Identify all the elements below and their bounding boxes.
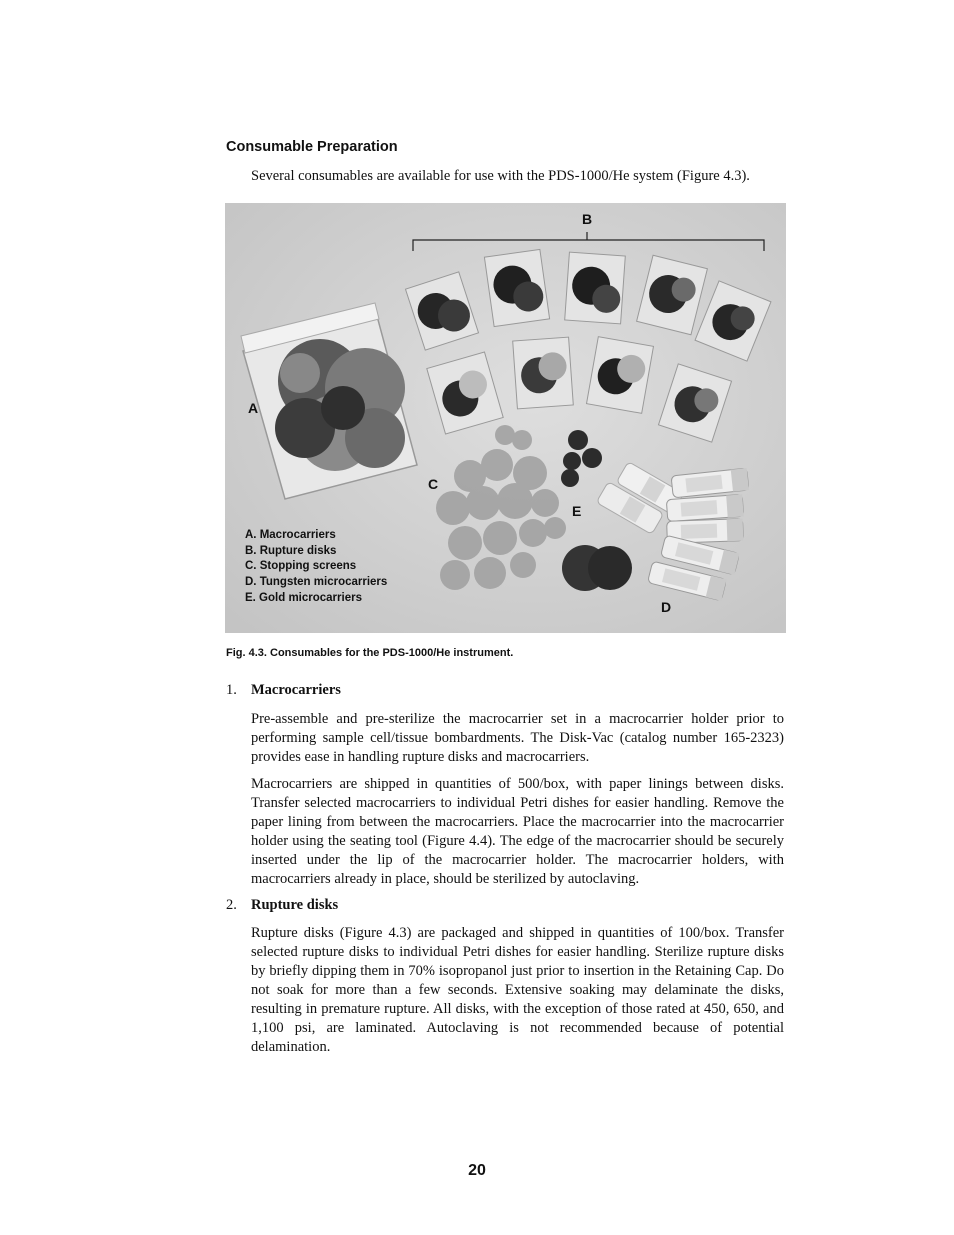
body-paragraph: Macrocarriers are shipped in quantities of 500/box, with paper linings between disks. Transfer selected macrocarriers to individual Petri dishes for easier handling. Remove the paper lining from between the macrocarriers. Place the macrocarrier into the macrocarrier holder using the seating tool (Figure 4.4). The edge of the macrocarrier should be securely inserted under the lip of the macrocarrier holder. The macrocarrier holders, with macrocarriers already in place, should be sterilized by autoclaving.: [251, 776, 784, 887]
legend-item: A. Macrocarriers: [245, 529, 336, 541]
legend-item: B. Rupture disks: [245, 545, 337, 557]
figure-label-a: A: [248, 400, 259, 416]
figure-label-e: E: [572, 503, 582, 519]
legend-item: D. Tungsten microcarriers: [245, 576, 388, 588]
list-item-heading: [226, 897, 338, 914]
list-item-number: 2.: [226, 897, 237, 913]
page-number: 20: [468, 1162, 486, 1179]
list-item-number: 1.: [226, 682, 237, 698]
figure-label-d: D: [661, 599, 672, 615]
body-paragraph: Rupture disks (Figure 4.3) are packaged and shipped in quantities of 100/box. Transfer selected rupture disks to individual Petri dishes for easier handling. Sterilize rupture disks by briefly dipping them in 70% isopropanol just prior to insertion in the Retaining Cap. Do not soak for more than a few seconds. Extensive soaking may delaminate the disks, resulting in premature rupture. All disks, with the exception of those rated at 450, 650, and 1,100 psi, are laminated. Autoclaving is not recommended because of potential delamination.: [251, 925, 784, 1055]
body-paragraph: Pre-assemble and pre-sterilize the macrocarrier set in a macrocarrier holder prior to performing sample cell/tissue bombardments. The Disk-Vac (catalog number 165-2323) provides ease in handling rupture disks and macrocarriers.: [251, 711, 784, 765]
list-item-title: Macrocarriers: [251, 682, 341, 698]
section-heading: Consumable Preparation: [226, 139, 398, 155]
intro-paragraph: Several consumables are available for use with the PDS-1000/He system (Figure 4.3).: [251, 168, 750, 184]
list-item-heading: [226, 682, 341, 699]
list-item-title: Rupture disks: [251, 897, 339, 913]
legend-item: E. Gold microcarriers: [245, 592, 362, 604]
figure-caption: Fig. 4.3. Consumables for the PDS-1000/He instrument.: [226, 647, 514, 659]
figure-label-c: C: [428, 476, 439, 492]
consumables-photo: [225, 203, 786, 633]
legend-item: C. Stopping screens: [245, 560, 357, 572]
figure-label-b: B: [582, 211, 593, 227]
